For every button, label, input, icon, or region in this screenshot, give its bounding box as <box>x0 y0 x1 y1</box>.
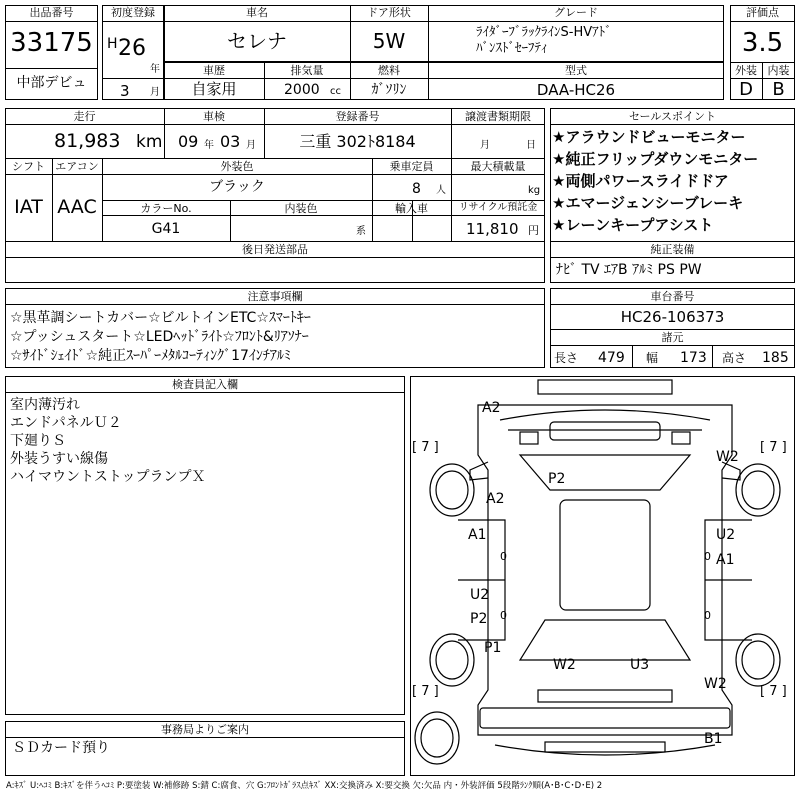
reg-month-unit: 月 <box>150 87 160 98</box>
sales-points-label: セールスポイント <box>628 110 716 123</box>
dims-label: 諸元 <box>661 331 684 344</box>
grade-line1: ﾗｲﾀﾞｰﾌﾞﾗｯｸﾗｲﾝS-HVｱﾄﾞ <box>476 25 612 40</box>
grade-line2: ﾊﾞﾝｽﾄﾞｾｰﾌﾃｨ <box>476 41 548 56</box>
damage-mark: P2 <box>548 471 566 487</box>
width-value: 173 <box>680 350 707 366</box>
recycle-value: 11,810 <box>466 220 519 238</box>
damage-mark: U2 <box>716 527 736 543</box>
inspector-line: ハイマウントストップランプＸ <box>10 469 206 485</box>
sales-point-item: ★両側パワースライドドア <box>552 172 729 190</box>
mileage-value: 81,983 <box>54 130 121 152</box>
plate-value: 三重 302ﾄ8184 <box>299 132 416 151</box>
displacement-unit: cc <box>330 86 341 97</box>
panel-zero: 0 <box>500 609 507 622</box>
shift-value: IAT <box>14 196 43 218</box>
damage-mark: W2 <box>716 449 739 465</box>
capacity-value: 8 <box>412 181 421 197</box>
inspection-month: 03 <box>220 132 241 151</box>
tire-tread: [ 7 ] <box>760 440 787 455</box>
damage-mark: U2 <box>470 587 490 603</box>
max-load-unit: kg <box>528 185 541 196</box>
sales-point-item: ★レーンキープアシスト <box>552 216 714 234</box>
color-no-label: カラーNo. <box>140 202 192 215</box>
damage-mark: B1 <box>704 731 723 747</box>
int-score-label: 内装 <box>767 64 790 77</box>
aircon-label: エアコン <box>55 160 99 173</box>
transfer-label: 譲渡書類期限 <box>465 110 531 123</box>
capacity-label: 乗車定員 <box>389 160 434 173</box>
max-load-label: 最大積載量 <box>470 160 526 173</box>
recycle-unit: 円 <box>528 224 539 237</box>
exterior-color-value: ブラック <box>209 179 265 195</box>
transfer-day-unit: 日 <box>526 140 536 151</box>
import-label: 輸入車 <box>395 202 428 215</box>
color-no-value: G41 <box>151 221 181 237</box>
damage-mark: A2 <box>486 491 505 507</box>
interior-color-unit: 系 <box>356 226 366 237</box>
inspection-label: 車検 <box>203 110 225 123</box>
length-value: 479 <box>598 350 625 366</box>
damage-mark: P1 <box>484 640 502 656</box>
damage-mark: U3 <box>630 657 650 673</box>
fuel-label: 燃料 <box>378 64 400 77</box>
inspection-year: 09 <box>178 132 199 151</box>
interior-color-label: 内装色 <box>284 202 318 215</box>
chassis-value: HC26-106373 <box>620 308 725 326</box>
inspector-label: 検査員記入欄 <box>172 378 238 391</box>
later-parts-label: 後日発送部品 <box>242 243 308 256</box>
reg-year-unit: 年 <box>150 64 160 75</box>
inspector-line: エンドパネルＵ２ <box>10 415 122 431</box>
tire-tread: [ 7 ] <box>412 440 439 455</box>
reg-month: 3 <box>120 82 130 100</box>
damage-mark: A1 <box>716 552 735 568</box>
inspection-year-unit: 年 <box>204 140 214 151</box>
int-score: B <box>772 79 785 100</box>
sales-point-item: ★純正フリップダウンモニター <box>552 150 759 168</box>
fuel-value: ｶﾞｿﾘﾝ <box>371 82 407 98</box>
door-value: 5W <box>372 29 406 53</box>
capacity-unit: 人 <box>436 185 446 196</box>
inspector-line: 室内薄汚れ <box>10 397 80 413</box>
mileage-label: 走行 <box>73 110 96 123</box>
chassis-label: 車台番号 <box>650 290 695 303</box>
recycle-label: リサイクル預託金 <box>458 202 538 213</box>
reg-year: 26 <box>118 36 146 61</box>
history-value: 自家用 <box>191 80 237 98</box>
equipment-value: ﾅﾋﾞ TV ｴｱB ｱﾙﾐ PS PW <box>556 262 702 278</box>
sales-point-item: ★アラウンドビューモニター <box>552 128 746 146</box>
tire-tread: [ 7 ] <box>760 684 787 699</box>
sales-point-item: ★エマージェンシーブレーキ <box>552 194 744 212</box>
door-label: ドア形状 <box>367 6 411 19</box>
inspector-line: 外装うすい線傷 <box>10 451 108 467</box>
lot-number: 33175 <box>10 28 93 58</box>
panel-zero: 0 <box>704 609 711 622</box>
history-label: 車歴 <box>203 64 225 77</box>
mileage-unit: km <box>136 132 163 152</box>
notes-line: ☆ｻｲﾄﾞｼｪｲﾄﾞ☆純正ｽｰﾊﾟｰﾒﾀﾙｺｰﾃｨﾝｸﾞ17ｲﾝﾁｱﾙﾐ <box>10 348 291 364</box>
exterior-color-label: 外装色 <box>220 160 254 173</box>
shift-label: シフト <box>12 160 45 173</box>
height-label: 高さ <box>722 351 747 365</box>
panel-zero: 0 <box>500 550 507 563</box>
grade-label: グレード <box>554 6 598 19</box>
lot-label: 出品番号 <box>29 6 74 19</box>
tire-tread: [ 7 ] <box>412 684 439 699</box>
office-value: ＳＤカード預り <box>12 740 110 756</box>
inspection-month-unit: 月 <box>246 140 256 151</box>
damage-mark: A1 <box>468 527 487 543</box>
width-label: 幅 <box>646 351 659 365</box>
length-label: 長さ <box>554 351 579 365</box>
ext-score-label: 外装 <box>735 64 757 77</box>
notes-line: ☆プッシュスタート☆LEDﾍｯﾄﾞﾗｲﾄ☆ﾌﾛﾝﾄ&ﾘｱｿﾅｰ <box>10 329 309 345</box>
plate-label: 登録番号 <box>335 110 380 123</box>
reg-date-label: 初度登録 <box>111 6 155 19</box>
reg-era: H <box>107 36 118 52</box>
aircon-value: AAC <box>57 196 97 218</box>
car-name-label: 車名 <box>246 6 268 19</box>
score-value: 3.5 <box>741 28 784 58</box>
legend: A:ｷｽﾞ U:ﾍｺﾐ B:ｷｽﾞを伴うﾍｺﾐ P:要塗装 W:補修跡 S:錆 C:腐食、穴 G:ﾌﾛﾝﾄｶﾞﾗｽ点ｷｽﾞ XX:交換済み X:要交換 欠:欠品 内・外装評価 5段階ﾗﾝｸ順(A･B･C･D･E) 2 <box>6 781 603 791</box>
height-value: 185 <box>762 350 789 366</box>
office-label: 事務局よりご案内 <box>161 723 249 736</box>
car-name: セレナ <box>227 29 287 53</box>
damage-mark: W2 <box>704 676 727 692</box>
transfer-month-unit: 月 <box>480 140 490 151</box>
damage-mark: P2 <box>470 611 488 627</box>
notes-label: 注意事項欄 <box>247 290 303 303</box>
model-label: 型式 <box>565 64 587 77</box>
displacement-value: 2000 <box>284 82 320 98</box>
panel-zero: 0 <box>704 550 711 563</box>
model-value: DAA-HC26 <box>536 81 616 99</box>
damage-mark: W2 <box>553 657 576 673</box>
equipment-label: 純正装備 <box>650 243 695 256</box>
displacement-label: 排気量 <box>290 64 324 77</box>
score-label: 評価点 <box>746 6 779 19</box>
venue: 中部デビュ <box>16 75 87 91</box>
inspector-line: 下廻りＳ <box>10 433 66 449</box>
damage-mark: A2 <box>482 400 501 416</box>
ext-score: D <box>739 79 753 100</box>
notes-line: ☆黒革調シートカバー☆ビルトインETC☆ｽﾏｰﾄｷｰ <box>10 310 311 326</box>
